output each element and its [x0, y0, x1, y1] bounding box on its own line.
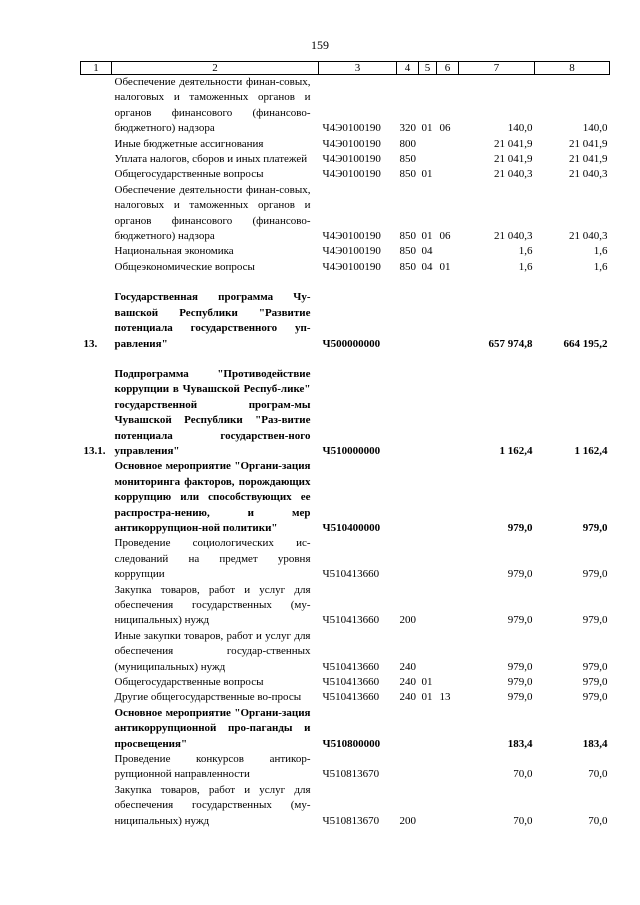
- row-name: Иные бюджетные ассигнования: [114, 137, 264, 150]
- row-name: Обеспечение деятельности финан-совых, налоговых и таможенных органов и органов финансового (финансово-бюджетного) надзора: [114, 76, 311, 135]
- column-header: 7: [459, 62, 535, 75]
- table-row: [81, 260, 610, 275]
- target-article-code: Ч500000000: [322, 337, 381, 350]
- row-number: [81, 183, 112, 245]
- subsection-code: [437, 536, 459, 582]
- section-code: [419, 629, 437, 675]
- row-number: [81, 783, 112, 829]
- row-number: [81, 583, 112, 629]
- amount-year-1: 70,0: [513, 814, 533, 827]
- column-header: 5: [419, 62, 437, 75]
- amount-year-2: 140,0: [582, 122, 608, 135]
- subsection-code: 01: [439, 260, 451, 273]
- target-article-code: Ч510413660: [322, 568, 380, 581]
- expense-type-code: [397, 367, 419, 459]
- row-name: Основное мероприятие "Органи-зация антикоррупционной про-паганды и просвещения": [114, 706, 311, 750]
- subsection-code: [437, 783, 459, 829]
- row-name: Национальная экономика: [114, 245, 234, 258]
- expense-type-code: 200: [399, 614, 416, 627]
- row-number: [81, 244, 112, 259]
- subsection-code: [437, 583, 459, 629]
- section-code: [419, 152, 437, 167]
- target-article-code: Ч510413660: [322, 660, 380, 673]
- section-code: [419, 137, 437, 152]
- column-header: 1: [81, 62, 112, 75]
- amount-year-2: 70,0: [588, 814, 608, 827]
- column-header: 4: [397, 62, 419, 75]
- amount-year-2: 979,0: [582, 521, 608, 534]
- target-article-code: Ч510800000: [322, 737, 381, 750]
- subsection-code: 06: [439, 230, 451, 243]
- table-row: [81, 167, 610, 182]
- subsection-code: [437, 675, 459, 690]
- row-name: Уплата налогов, сборов и иных платежей: [114, 153, 308, 166]
- subsection-code: [437, 459, 459, 536]
- row-name: Государственная программа Чу-вашской Республики "Развитие потенциала государственного уп-равления": [114, 291, 311, 350]
- target-article-code: Ч4Э0100190: [322, 137, 381, 150]
- row-name: Закупка товаров, работ и услуг для обеспечения государственных (му-ниципальных) нужд: [114, 583, 311, 627]
- target-article-code: Ч510813670: [322, 814, 380, 827]
- amount-year-2: 21 040,3: [569, 168, 608, 181]
- column-header: 6: [437, 62, 459, 75]
- amount-year-2: 1,6: [593, 245, 608, 258]
- subsection-code: 06: [439, 122, 451, 135]
- subsection-code: [437, 137, 459, 152]
- subsection-code: [437, 290, 459, 352]
- table-row: [81, 75, 610, 137]
- row-name: Общеэкономические вопросы: [114, 260, 255, 273]
- amount-year-2: 70,0: [588, 768, 608, 781]
- target-article-code: Ч510413660: [322, 614, 380, 627]
- row-number: [81, 675, 112, 690]
- section-code: 01: [421, 676, 433, 689]
- section-code: [419, 706, 437, 752]
- target-article-code: Ч4Э0100190: [322, 260, 381, 273]
- section-code: [419, 290, 437, 352]
- row-name: Общегосударственные вопросы: [114, 676, 264, 689]
- target-article-code: Ч510000000: [322, 444, 381, 457]
- row-number: [81, 137, 112, 152]
- row-number: [81, 75, 112, 137]
- expense-type-code: [397, 706, 419, 752]
- expense-type-code: 320: [399, 122, 416, 135]
- subsection-code: [437, 706, 459, 752]
- amount-year-1: 979,0: [507, 568, 533, 581]
- section-code: 04: [421, 260, 433, 273]
- row-number: 13.: [83, 337, 98, 350]
- amount-year-2: 1 162,4: [574, 444, 608, 457]
- amount-year-2: 183,4: [582, 737, 608, 750]
- expense-type-code: 850: [399, 245, 416, 258]
- amount-year-1: 979,0: [507, 676, 533, 689]
- spacer-row: [81, 275, 610, 290]
- expense-type-code: 850: [399, 260, 416, 273]
- row-number: [81, 536, 112, 582]
- amount-year-2: 664 195,2: [563, 337, 608, 350]
- section-code: 01: [421, 122, 433, 135]
- subsection-code: [437, 752, 459, 783]
- target-article-code: Ч510400000: [322, 521, 381, 534]
- table-row: [81, 152, 610, 167]
- table-row: [81, 290, 610, 352]
- table-row: [81, 137, 610, 152]
- expense-type-code: 850: [399, 230, 416, 243]
- expense-type-code: [397, 752, 419, 783]
- row-number: [81, 260, 112, 275]
- target-article-code: Ч4Э0100190: [322, 168, 381, 181]
- target-article-code: Ч4Э0100190: [322, 122, 381, 135]
- amount-year-1: 21 041,9: [494, 153, 533, 166]
- amount-year-1: 21 041,9: [494, 137, 533, 150]
- row-number: [81, 690, 112, 705]
- amount-year-2: 979,0: [582, 614, 608, 627]
- target-article-code: Ч510413660: [322, 676, 380, 689]
- subsection-code: [437, 367, 459, 459]
- page-number: 159: [311, 38, 329, 52]
- row-name: Обеспечение деятельности финан-совых, налоговых и таможенных органов и органов финансового (финансово-бюджетного) надзора: [114, 183, 311, 243]
- expense-type-code: [397, 536, 419, 582]
- section-code: [419, 752, 437, 783]
- target-article-code: Ч510813670: [322, 768, 380, 781]
- table-row: [81, 536, 610, 582]
- row-number: [81, 752, 112, 783]
- section-code: 01: [421, 691, 433, 704]
- section-code: 01: [421, 168, 433, 181]
- column-header: 3: [319, 62, 397, 75]
- table-row: [81, 690, 610, 705]
- row-name: Проведение конкурсов антикор-рупционной направленности: [114, 753, 311, 781]
- subsection-code: [437, 167, 459, 182]
- spacer-row: [81, 352, 610, 367]
- amount-year-2: 979,0: [582, 568, 608, 581]
- table-row: [81, 752, 610, 783]
- amount-year-2: 979,0: [582, 691, 608, 704]
- amount-year-1: 979,0: [507, 691, 533, 704]
- section-code: [419, 367, 437, 459]
- column-header: 2: [112, 62, 319, 75]
- amount-year-1: 979,0: [507, 521, 533, 534]
- amount-year-1: 21 040,3: [494, 230, 533, 243]
- table-row: [81, 783, 610, 829]
- row-name: Основное мероприятие "Органи-зация мониторинга факторов, порождающих коррупцию или способствующих ее распростра-нению, и мер антикоррупцион-ной политики": [114, 460, 311, 534]
- section-code: [419, 459, 437, 536]
- subsection-code: [437, 629, 459, 675]
- amount-year-2: 21 040,3: [569, 230, 608, 243]
- spacer-cell: [81, 275, 610, 290]
- row-number: [81, 629, 112, 675]
- row-number: [81, 167, 112, 182]
- column-number-row: [81, 62, 610, 75]
- expense-type-code: 240: [399, 660, 416, 673]
- amount-year-1: 1 162,4: [499, 444, 533, 457]
- amount-year-1: 979,0: [507, 660, 533, 673]
- expense-type-code: 850: [399, 168, 416, 181]
- amount-year-1: 21 040,3: [494, 168, 533, 181]
- table-row: [81, 706, 610, 752]
- spacer-cell: [81, 352, 610, 367]
- amount-year-1: 70,0: [513, 768, 533, 781]
- section-code: [419, 783, 437, 829]
- row-name: Иные закупки товаров, работ и услуг для обеспечения государ-ственных (муниципальных) нужд: [114, 629, 311, 673]
- section-code: 01: [421, 230, 433, 243]
- subsection-code: [437, 244, 459, 259]
- expense-type-code: [397, 290, 419, 352]
- table-body: [81, 75, 610, 830]
- row-number: [81, 459, 112, 536]
- expense-type-code: 200: [399, 814, 416, 827]
- section-code: 04: [421, 245, 433, 258]
- expense-type-code: 800: [399, 137, 416, 150]
- expense-type-code: 240: [399, 676, 416, 689]
- row-name: Другие общегосударственные во-просы: [114, 691, 302, 704]
- table-row: [81, 583, 610, 629]
- section-code: [419, 536, 437, 582]
- row-name: Закупка товаров, работ и услуг для обеспечения государственных (му-ниципальных) нужд: [114, 783, 311, 827]
- target-article-code: Ч4Э0100190: [322, 245, 381, 258]
- table-row: [81, 459, 610, 536]
- row-name: Проведение социологических ис-следований на предмет уровня коррупции: [114, 537, 311, 581]
- expense-type-code: 240: [399, 691, 416, 704]
- expense-type-code: [397, 459, 419, 536]
- table-row: [81, 675, 610, 690]
- table-row: [81, 244, 610, 259]
- amount-year-2: 21 041,9: [569, 137, 608, 150]
- table-row: [81, 183, 610, 245]
- table-row: [81, 367, 610, 459]
- expense-type-code: 850: [399, 153, 416, 166]
- column-header: 8: [535, 62, 610, 75]
- row-name: Подпрограмма "Противодействие коррупции в Чувашской Респуб-лике" государственной програм-мы Чувашской Республики "Раз-витие потенциала государствен-ного управления": [114, 367, 311, 457]
- amount-year-1: 140,0: [507, 122, 533, 135]
- amount-year-1: 1,6: [518, 245, 533, 258]
- amount-year-2: 979,0: [582, 676, 608, 689]
- amount-year-1: 657 974,8: [488, 337, 533, 350]
- row-number: 13.1.: [83, 444, 106, 457]
- row-number: [81, 706, 112, 752]
- amount-year-2: 1,6: [593, 260, 608, 273]
- amount-year-2: 21 041,9: [569, 153, 608, 166]
- target-article-code: Ч4Э0100190: [322, 230, 381, 243]
- budget-table: [80, 61, 610, 829]
- amount-year-1: 183,4: [507, 737, 533, 750]
- amount-year-1: 1,6: [518, 260, 533, 273]
- subsection-code: 13: [439, 691, 451, 704]
- row-name: Общегосударственные вопросы: [114, 168, 264, 181]
- section-code: [419, 583, 437, 629]
- subsection-code: [437, 152, 459, 167]
- target-article-code: Ч4Э0100190: [322, 153, 381, 166]
- amount-year-2: 979,0: [582, 660, 608, 673]
- amount-year-1: 979,0: [507, 614, 533, 627]
- row-number: [81, 152, 112, 167]
- target-article-code: Ч510413660: [322, 691, 380, 704]
- table-row: [81, 629, 610, 675]
